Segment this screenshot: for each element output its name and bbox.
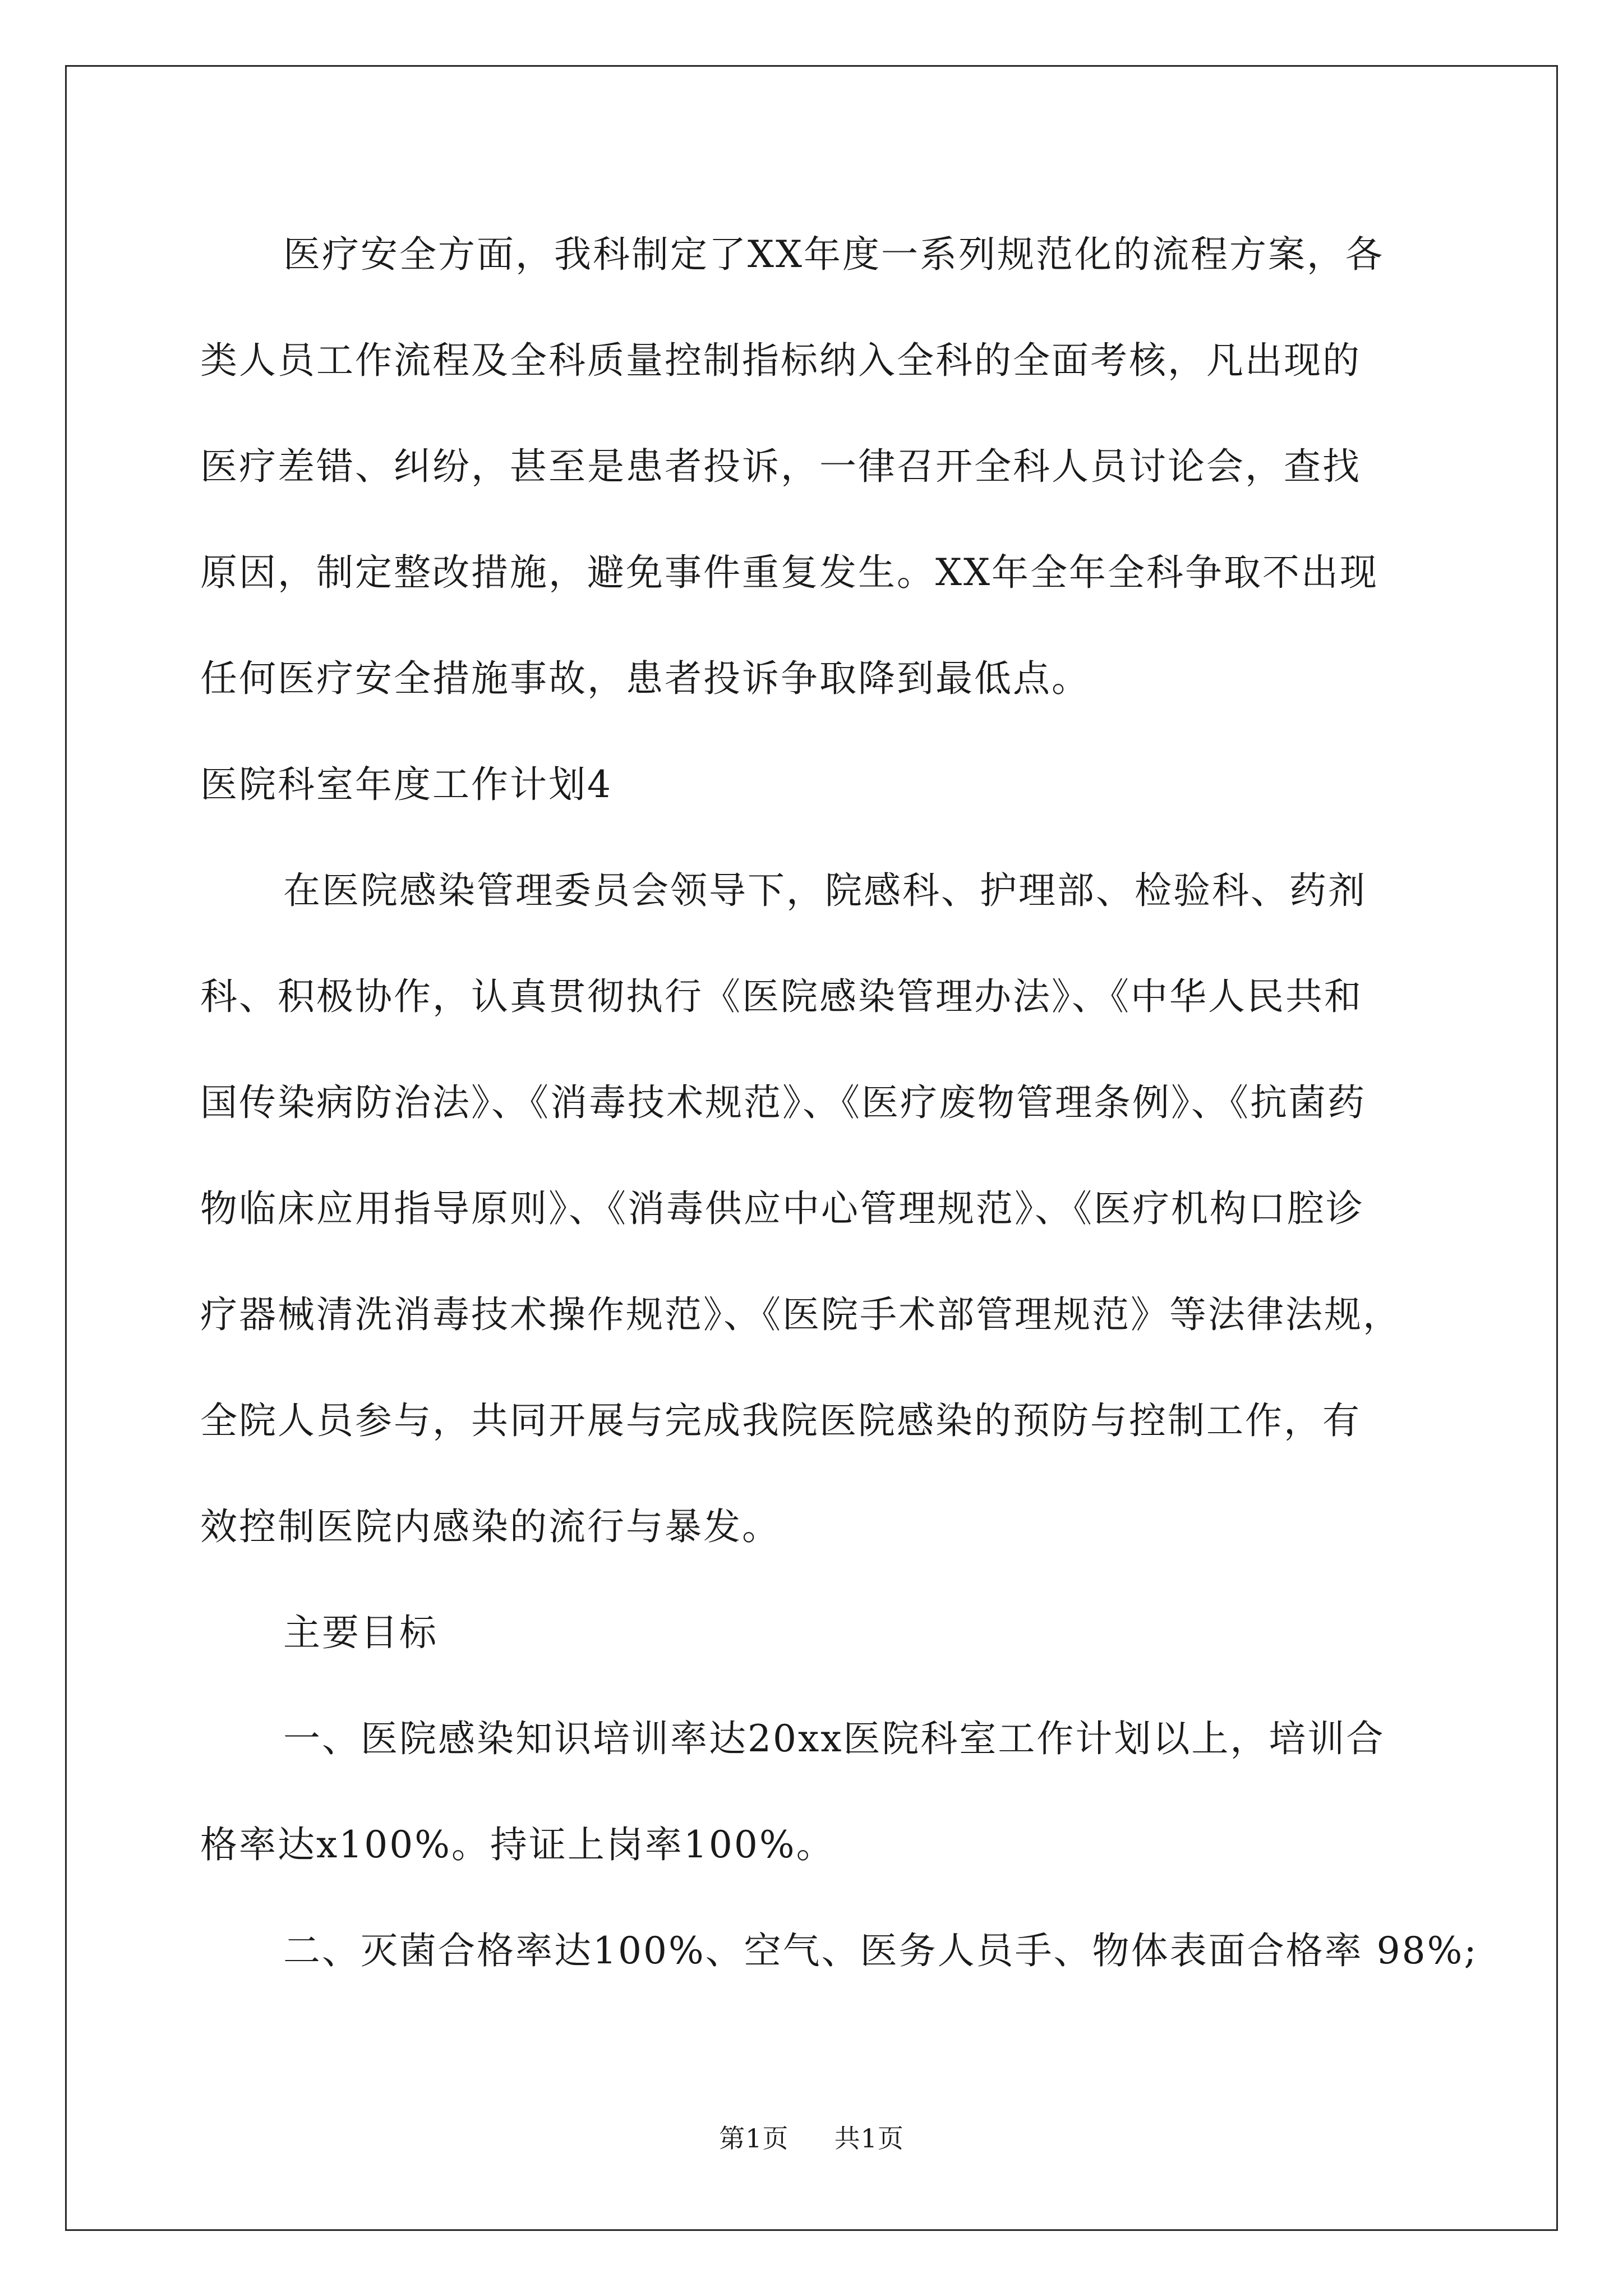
paragraph-line: 国传染病防治法》、《消毒技术规范》、《医疗废物管理条例》、《抗菌药 [200,1081,1366,1124]
paragraph-line: 任何医疗安全措施事故，患者投诉争取降到最低点。 [200,657,1090,700]
paragraph-line: 疗器械清洗消毒技术操作规范》、《医院手术部管理规范》等法律法规， [200,1293,1401,1336]
paragraph-line: 二、灭菌合格率达100%、空气、医务人员手、物体表面合格率 98%; [283,1929,1478,1972]
paragraph-line: 格率达x100%。持证上岗率100%。 [200,1823,835,1866]
page-border [65,65,1558,2231]
paragraph-line: 类人员工作流程及全科质量控制指标纳入全科的全面考核，凡出现的 [200,339,1361,382]
page-footer [0,2123,1623,2154]
paragraph-line: 医疗安全方面，我科制定了XX年度一系列规范化的流程方案，各 [283,233,1384,276]
paragraph-line: 效控制医院内感染的流行与暴发。 [200,1505,781,1548]
paragraph-line: 全院人员参与，共同开展与完成我院医院感染的预防与控制工作，有 [200,1399,1361,1442]
subheading: 主要目标 [283,1611,438,1654]
paragraph-line: 一、医院感染知识培训率达20xx医院科室工作计划以上，培训合 [283,1717,1385,1760]
paragraph-line: 医疗差错、纠纷，甚至是患者投诉，一律召开全科人员讨论会，查找 [200,445,1361,488]
paragraph-line: 在医院感染管理委员会领导下，院感科、护理部、检验科、药剂 [283,869,1367,912]
page-total: 共1页 [834,2123,904,2154]
paragraph-line: 物临床应用指导原则》、《消毒供应中心管理规范》、《医疗机构口腔诊 [200,1187,1364,1230]
section-heading: 医院科室年度工作计划4 [200,763,612,806]
paragraph-line: 原因，制定整改措施，避免事件重复发生。XX年全年全科争取不出现 [200,551,1378,594]
paragraph-line: 科、积极协作，认真贯彻执行《医院感染管理办法》、《中华人民共和 [200,975,1363,1018]
page-number: 第1页 [719,2123,789,2154]
